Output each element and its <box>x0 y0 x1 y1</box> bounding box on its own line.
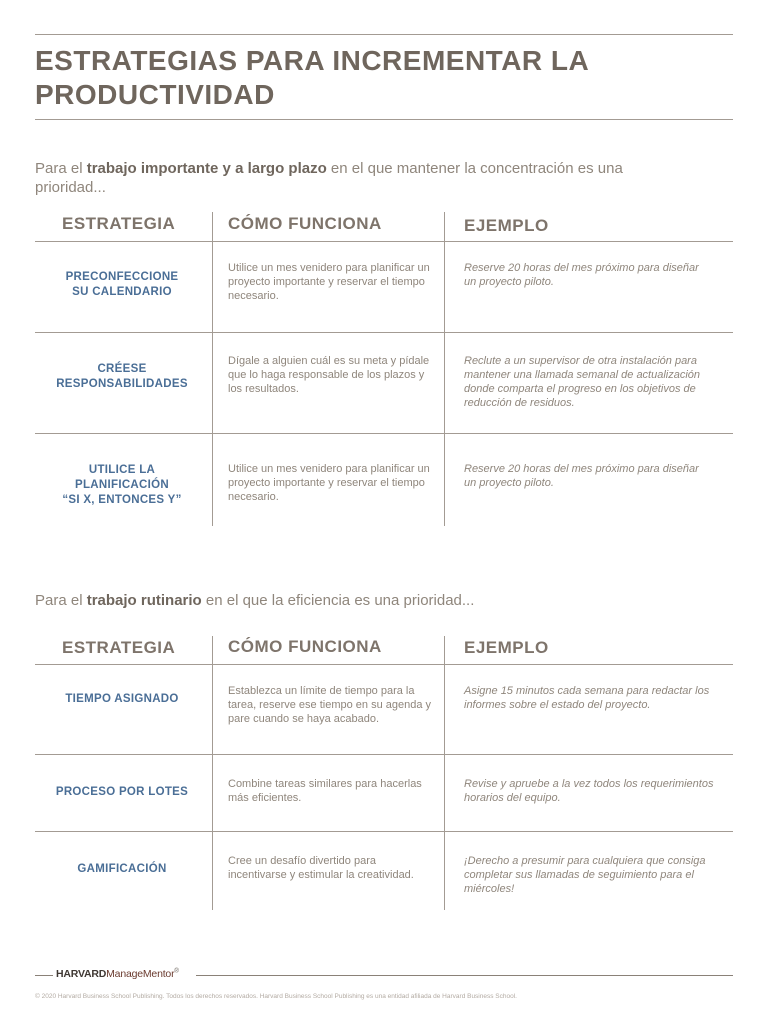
top-rule <box>35 34 733 35</box>
section1-divider-1 <box>212 212 213 526</box>
strategy-line: “SI X, ENTONCES Y” <box>62 494 182 506</box>
table-row-strategy <box>38 862 206 877</box>
table-row-how: Utilice un mes venidero para planificar un proyecto importante y reservar el tiempo necesario. <box>228 463 430 503</box>
strategy-line: GAMIFICACIÓN <box>77 863 167 875</box>
table-row-how: Cree un desafío divertido para incentivarse y estimular la creatividad. <box>228 855 414 881</box>
table-row-example: Reserve 20 horas del mes próximo para diseñar un proyecto piloto. <box>464 262 699 288</box>
section2-divider-1 <box>212 636 213 910</box>
table-row-example: Asigne 15 minutos cada semana para redactar los informes sobre el estado del proyecto. <box>464 685 710 711</box>
table-row-how: Dígale a alguien cuál es su meta y pídale que lo haga responsable de los plazos y los resultados. <box>228 355 430 395</box>
table-row-strategy <box>38 692 206 707</box>
logo-registered-mark: ® <box>174 968 179 975</box>
section1-intro <box>35 159 685 197</box>
section1-row-rule <box>35 332 733 333</box>
table-row-strategy <box>38 785 206 800</box>
strategy-line: PRECONFECCIONE <box>65 271 179 283</box>
table-row-example: ¡Derecho a presumir para cualquiera que consiga completar sus llamadas de seguimiento para el miércoles! <box>464 855 706 895</box>
section1-intro-bold: trabajo importante y a largo plazo <box>86 160 327 177</box>
section2-header-how: CÓMO FUNCIONA <box>228 637 382 656</box>
copyright-text: © 2020 Harvard Business School Publishing. Todos los derechos reservados. Harvard Business School Publishing es una entidad afiliada de Harvard Business School. <box>35 993 517 1000</box>
section1-header-how: CÓMO FUNCIONA <box>228 214 382 233</box>
logo-harvard: HARVARD <box>56 968 107 980</box>
table-row-how: Utilice un mes venidero para planificar un proyecto importante y reservar el tiempo necesario. <box>228 262 430 302</box>
table-row-strategy <box>38 362 206 392</box>
table-row-example: Reclute a un supervisor de otra instalación para mantener una llamada semanal de actualización donde comparta el progreso en los objetivos de reducción de residuos. <box>464 355 701 409</box>
strategy-line: TIEMPO ASIGNADO <box>65 693 179 705</box>
strategy-line: SU CALENDARIO <box>72 286 172 298</box>
table-row-strategy <box>38 270 206 300</box>
table-row-how: Combine tareas similares para hacerlas más eficientes. <box>228 778 422 804</box>
table-row-strategy <box>38 463 206 508</box>
section2-divider-2 <box>444 636 445 910</box>
section2-header-strategy: ESTRATEGIA <box>62 638 176 657</box>
page-title: ESTRATEGIAS PARA INCREMENTAR LA PRODUCTIVIDAD <box>35 45 589 110</box>
section1-intro-post: en el que mantener la concentración es una prioridad... <box>35 160 623 196</box>
strategy-line: PROCESO POR LOTES <box>55 786 189 798</box>
table-row-how: Establezca un límite de tiempo para la tarea, reserve ese tiempo en su agenda y pare cuando se haya acabado. <box>228 685 432 725</box>
section2-row-rule <box>35 754 733 755</box>
section2-intro-bold: trabajo rutinario <box>86 592 202 609</box>
section1-header-rule <box>35 241 733 242</box>
section2-intro-pre: Para el <box>35 592 87 609</box>
title-rule <box>35 119 733 120</box>
section2-intro <box>35 591 685 610</box>
strategy-line: PLANIFICACIÓN <box>75 479 169 491</box>
section1-header-example: EJEMPLO <box>464 216 549 235</box>
strategy-line: CRÉESE <box>97 363 147 375</box>
section1-header-strategy: ESTRATEGIA <box>62 214 176 233</box>
section1-intro-pre: Para el <box>35 160 87 177</box>
section2-intro-post: en el que la eficiencia es una prioridad... <box>201 592 475 609</box>
table-row-example: Revise y apruebe a la vez todos los requerimientos horarios del equipo. <box>464 778 714 804</box>
strategy-line: RESPONSABILIDADES <box>56 378 188 390</box>
section1-row-rule <box>35 433 733 434</box>
harvard-managementor-logo <box>56 968 179 980</box>
section2-row-rule <box>35 831 733 832</box>
table-row-example: Reserve 20 horas del mes próximo para diseñar un proyecto piloto. <box>464 463 699 489</box>
section2-header-rule <box>35 664 733 665</box>
footer-rule-left <box>35 975 53 976</box>
footer-rule-right <box>196 975 733 976</box>
section1-divider-2 <box>444 212 445 526</box>
section2-header-example: EJEMPLO <box>464 638 549 657</box>
logo-managementor: ManageMentor <box>106 968 175 980</box>
strategy-line: UTILICE LA <box>88 464 156 476</box>
